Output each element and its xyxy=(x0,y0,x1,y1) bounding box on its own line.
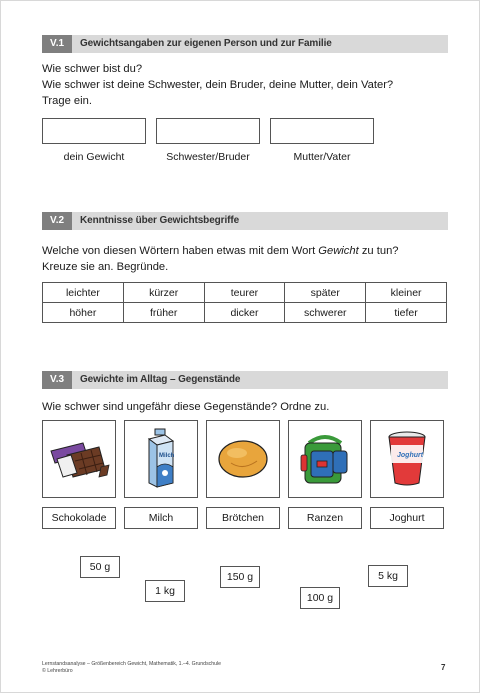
section-title: Gewichtsangaben zur eigenen Person und zur Familie xyxy=(80,38,332,49)
footer-line: Lernstandsanalyse – Größenbereich Gewicht, Mathematik, 1.–4. Grundschule xyxy=(42,661,222,667)
v1-question-1: Wie schwer bist du? xyxy=(42,63,143,75)
word-cell[interactable]: früher xyxy=(123,303,204,323)
word-cell[interactable]: später xyxy=(285,283,366,303)
label-sibling: Schwester/Bruder xyxy=(166,151,250,163)
yoghurt-image-box xyxy=(370,420,444,498)
label-own-weight: dein Gewicht xyxy=(63,151,125,163)
item-label-bread-roll: Brötchen xyxy=(206,507,280,529)
v1-question-2: Wie schwer ist deine Schwester, dein Bruder, deine Mutter, dein Vater? xyxy=(42,79,394,91)
weight-input-sibling[interactable] xyxy=(156,118,260,144)
word-cell[interactable]: dicker xyxy=(204,303,285,323)
section-header-v3 xyxy=(42,371,448,389)
section-number: V.2 xyxy=(42,212,72,230)
chocolate-icon xyxy=(43,421,115,497)
page-number: 7 xyxy=(441,663,446,672)
word-cell[interactable]: kürzer xyxy=(123,283,204,303)
word-cell[interactable]: leichter xyxy=(43,283,124,303)
bread-roll-icon xyxy=(207,421,279,497)
milk-carton-icon xyxy=(125,421,197,497)
chocolate-image-box xyxy=(42,420,116,498)
word-cell[interactable]: höher xyxy=(43,303,124,323)
word-cell[interactable]: kleiner xyxy=(366,283,447,303)
word-cell[interactable]: teurer xyxy=(204,283,285,303)
item-label-backpack: Ranzen xyxy=(288,507,362,529)
v3-question: Wie schwer sind ungefähr diese Gegenstände? Ordne zu. xyxy=(42,401,330,413)
section-header-v2 xyxy=(42,212,448,230)
footer-copyright: © Lehrerbüro xyxy=(42,668,73,674)
weight-card[interactable]: 150 g xyxy=(220,566,260,588)
word-table xyxy=(42,282,447,323)
table-row xyxy=(43,303,447,323)
word-cell[interactable]: schwerer xyxy=(285,303,366,323)
word-cell[interactable]: tiefer xyxy=(366,303,447,323)
weight-input-parent[interactable] xyxy=(270,118,374,144)
item-label-yoghurt: Joghurt xyxy=(370,507,444,529)
weight-card[interactable]: 50 g xyxy=(80,556,120,578)
weight-card[interactable]: 1 kg xyxy=(145,580,185,602)
v2-question-keyword: Gewicht xyxy=(318,245,359,257)
section-header-v1 xyxy=(42,35,448,53)
yoghurt-cup-icon xyxy=(371,421,443,497)
item-label-milk: Milch xyxy=(124,507,198,529)
v2-question-start: Welche von diesen Wörtern haben etwas mit dem Wort xyxy=(42,245,319,257)
section-number: V.1 xyxy=(42,35,72,53)
section-title: Kenntnisse über Gewichtsbegriffe xyxy=(80,215,240,226)
yoghurt-label: Joghurt xyxy=(397,452,424,459)
section-number: V.3 xyxy=(42,371,72,389)
v2-question-end: zu tun? xyxy=(358,245,399,257)
milk-label: Milch xyxy=(159,453,175,459)
v2-instruction: Kreuze sie an. Begründe. xyxy=(42,261,169,273)
milk-image-box xyxy=(124,420,198,498)
footer xyxy=(42,661,221,675)
item-label-chocolate: Schokolade xyxy=(42,507,116,529)
section-title: Gewichte im Alltag – Gegenstände xyxy=(80,374,241,385)
backpack-icon xyxy=(289,421,361,497)
bread-roll-image-box xyxy=(206,420,280,498)
weight-card[interactable]: 5 kg xyxy=(368,565,408,587)
weight-card[interactable]: 100 g xyxy=(300,587,340,609)
v1-instruction: Trage ein. xyxy=(42,95,92,107)
v2-question xyxy=(42,243,399,259)
weight-input-own[interactable] xyxy=(42,118,146,144)
backpack-image-box xyxy=(288,420,362,498)
label-parent: Mutter/Vater xyxy=(293,151,351,163)
table-row xyxy=(43,283,447,303)
